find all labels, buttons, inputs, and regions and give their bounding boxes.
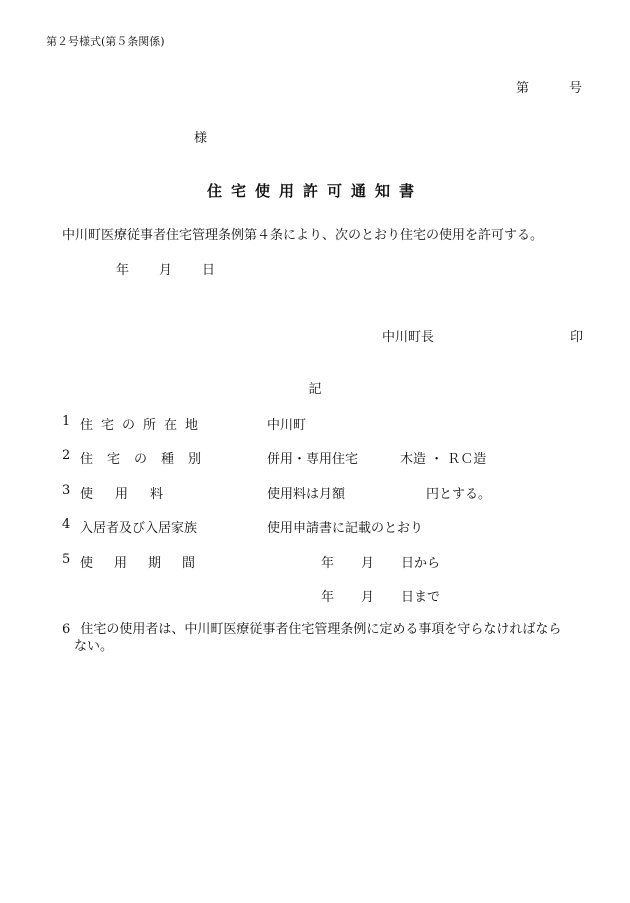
item-number-2: 2 [62, 448, 71, 463]
item-label-location: 住宅の所在地 [80, 418, 207, 433]
item-6-text-line1: 住宅の使用者は、中川町医療従事者住宅管理条例に定める事項を守らなければなら [80, 622, 562, 637]
item-value-fee-suffix: 円とする。 [426, 487, 492, 502]
item-value-structure: 木造 ・ ＲＣ造 [400, 452, 487, 467]
doc-number-dai: 第 [516, 81, 530, 96]
ki-heading: 記 [308, 382, 322, 397]
seal-mark: 印 [570, 330, 584, 345]
item-label-residents: 入居者及び入居家族 [80, 521, 198, 536]
date-month: 月 [159, 263, 173, 278]
item-value-residents: 使用申請書に記載のとおり [267, 521, 424, 536]
period-to-day: 日まで [401, 590, 441, 605]
issue-date [116, 259, 215, 278]
issuer-name: 中川町長 [382, 330, 435, 345]
form-number: 第２号様式(第５条関係) [46, 35, 165, 48]
item-value-location: 中川町 [267, 418, 307, 433]
date-day: 日 [202, 263, 216, 278]
item-label-housing-type: 住宅の種別 [80, 452, 216, 467]
period-from-day: 日から [401, 556, 441, 571]
item-number-4: 4 [62, 517, 71, 532]
recipient-suffix: 様 [194, 131, 208, 146]
item-label-period: 使用期間 [80, 556, 217, 571]
item-value-housing-use: 併用・専用住宅 [267, 452, 359, 467]
item-6 [62, 621, 592, 655]
item-number-3: 3 [62, 483, 71, 498]
item-number-1: 1 [62, 414, 71, 429]
doc-number-go: 号 [569, 81, 583, 96]
item-number-6: 6 [62, 622, 71, 637]
item-number-5: 5 [62, 552, 71, 567]
period-to-month: 月 [361, 590, 375, 605]
document-number [516, 77, 582, 96]
date-year: 年 [116, 263, 130, 278]
period-from-month: 月 [361, 556, 375, 571]
intro-text: 中川町医療従事者住宅管理条例第４条により、次のとおり住宅の使用を許可する。 [62, 228, 544, 243]
period-from-year: 年 [321, 556, 335, 571]
item-label-fee: 使用料 [80, 487, 186, 502]
item-value-fee-prefix: 使用料は月額 [267, 487, 346, 502]
document-title: 住宅使用許可通知書 [206, 182, 423, 200]
item-6-text-line2: ない。 [74, 639, 114, 654]
period-to-year: 年 [321, 590, 335, 605]
